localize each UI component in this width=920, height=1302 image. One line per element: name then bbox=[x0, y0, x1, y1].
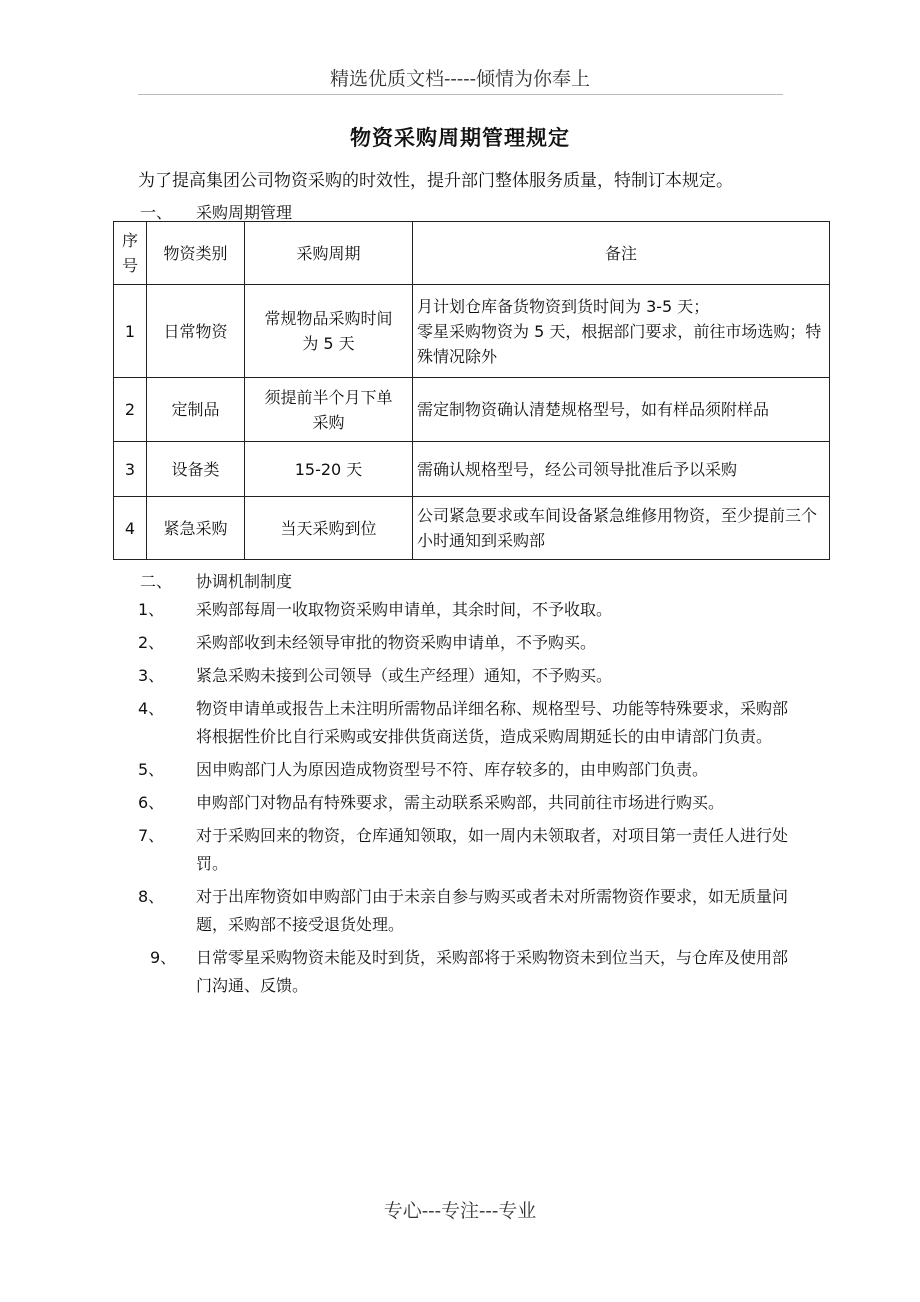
rule-number: 6、 bbox=[138, 793, 165, 812]
list-item bbox=[138, 883, 798, 939]
document-title: 物资采购周期管理规定 bbox=[350, 126, 570, 150]
procurement-cycle-table bbox=[113, 221, 830, 560]
rule-number: 2、 bbox=[138, 633, 165, 652]
rule-number: 5、 bbox=[138, 760, 165, 779]
cell-cycle: 15-20 天 bbox=[245, 442, 413, 497]
rule-text: 申购部门对物品有特殊要求，需主动联系采购部，共同前往市场进行购买。 bbox=[196, 793, 725, 812]
cell-seq: 3 bbox=[114, 442, 147, 497]
table-row bbox=[114, 285, 830, 378]
list-item bbox=[138, 944, 798, 1000]
section-number: 一、 bbox=[140, 203, 173, 222]
list-item bbox=[138, 695, 798, 751]
header-seq-line1: 序 bbox=[121, 231, 138, 250]
list-item bbox=[138, 596, 798, 624]
rule-number: 3、 bbox=[138, 666, 165, 685]
rule-text: 对于出库物资如申购部门由于未亲自参与购买或者未对所需物资作要求，如无质量问题，采购部不接受退货处理。 bbox=[196, 887, 789, 934]
cell-remark-line1: 月计划仓库备货物资到货时间为 3-5 天； bbox=[417, 296, 710, 316]
rule-number: 1、 bbox=[138, 600, 165, 619]
cell-seq: 2 bbox=[114, 378, 147, 442]
list-item bbox=[138, 789, 798, 817]
table-row bbox=[114, 497, 830, 560]
table-row bbox=[114, 442, 830, 497]
list-item bbox=[138, 629, 798, 657]
table-row bbox=[114, 378, 830, 442]
rule-text: 日常零星采购物资未能及时到货，采购部将于采购物资未到位当天，与仓库及使用部门沟通、反馈。 bbox=[196, 948, 789, 995]
cell-remark: 需定制物资确认清楚规格型号，如有样品须附样品 bbox=[413, 378, 830, 442]
rule-text: 采购部收到未经领导审批的物资采购申请单，不予购买。 bbox=[196, 633, 597, 652]
rule-text: 因申购部门人为原因造成物资型号不符、库存较多的，由申购部门负责。 bbox=[196, 760, 709, 779]
cell-cycle bbox=[245, 285, 413, 378]
intro-paragraph: 为了提高集团公司物资采购的时效性，提升部门整体服务质量，特制订本规定。 bbox=[138, 171, 733, 191]
rule-text: 物资申请单或报告上未注明所需物品详细名称、规格型号、功能等特殊要求，采购部将根据性价比自行采购或安排供货商送货，造成采购周期延长的由申请部门负责。 bbox=[196, 699, 789, 746]
section-label: 协调机制制度 bbox=[196, 572, 293, 591]
cell-cycle-line1: 常规物品采购时间 bbox=[264, 309, 393, 328]
cell-seq: 1 bbox=[114, 285, 147, 378]
rule-number: 8、 bbox=[138, 887, 165, 906]
cell-category: 设备类 bbox=[147, 442, 245, 497]
header-cycle: 采购周期 bbox=[245, 222, 413, 285]
cell-cycle-line1: 须提前半个月下单 bbox=[264, 387, 393, 407]
table-header-row bbox=[114, 222, 830, 285]
header-remark: 备注 bbox=[413, 222, 830, 285]
section-label: 采购周期管理 bbox=[196, 203, 293, 222]
header-seq-line2: 号 bbox=[121, 256, 138, 275]
rule-text: 对于采购回来的物资，仓库通知领取，如一周内未领取者，对项目第一责任人进行处罚。 bbox=[196, 826, 789, 873]
rules-list bbox=[138, 596, 798, 1005]
cell-remark: 需确认规格型号，经公司领导批准后予以采购 bbox=[413, 442, 830, 497]
cell-category: 日常物资 bbox=[147, 285, 245, 378]
cell-remark-line2: 零星采购物资为 5 天，根据部门要求，前往市场选购；特殊情况除外 bbox=[417, 321, 822, 366]
list-item bbox=[138, 756, 798, 784]
cell-category: 紧急采购 bbox=[147, 497, 245, 560]
rule-number: 9、 bbox=[150, 948, 177, 967]
rule-number: 7、 bbox=[138, 826, 165, 845]
header-seq bbox=[114, 222, 147, 285]
rule-text: 紧急采购未接到公司领导（或生产经理）通知，不予购买。 bbox=[196, 666, 613, 685]
page-footer: 专心---专注---专业 bbox=[383, 1200, 537, 1222]
section-heading-1 bbox=[140, 200, 292, 223]
cell-cycle-line2: 采购 bbox=[312, 412, 345, 432]
rule-number: 4、 bbox=[138, 699, 165, 718]
header-category: 物资类别 bbox=[147, 222, 245, 285]
cell-remark: 公司紧急要求或车间设备紧急维修用物资，至少提前三个小时通知到采购部 bbox=[413, 497, 830, 560]
page-header: 精选优质文档-----倾情为你奉上 bbox=[329, 68, 591, 90]
rule-text: 采购部每周一收取物资采购申请单，其余时间，不予收取。 bbox=[196, 600, 613, 619]
list-item bbox=[138, 822, 798, 878]
list-item bbox=[138, 662, 798, 690]
cell-category: 定制品 bbox=[147, 378, 245, 442]
cell-seq: 4 bbox=[114, 497, 147, 560]
cell-cycle: 当天采购到位 bbox=[245, 497, 413, 560]
cell-cycle bbox=[245, 378, 413, 442]
section-number: 二、 bbox=[140, 572, 173, 591]
section-heading-2 bbox=[140, 569, 292, 592]
cell-remark bbox=[413, 285, 830, 378]
header-divider bbox=[138, 94, 783, 95]
cell-cycle-line2: 为 5 天 bbox=[302, 334, 355, 353]
